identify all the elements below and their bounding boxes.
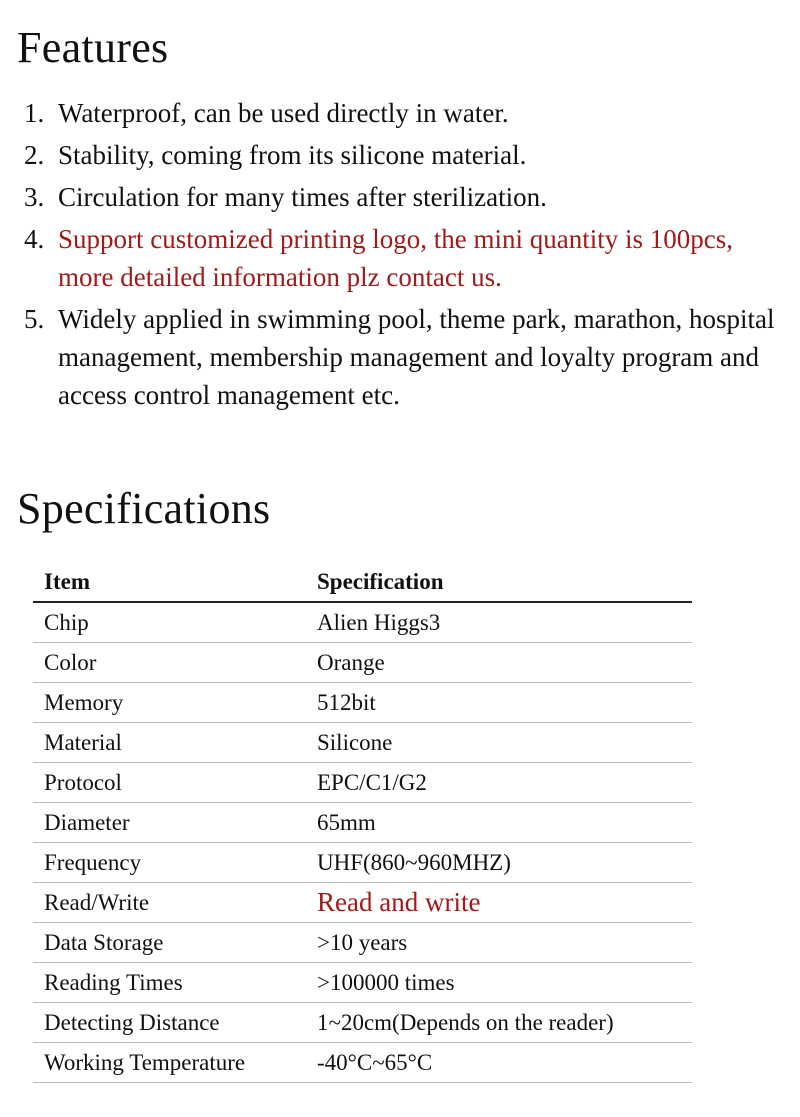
- feature-number: 3.: [24, 182, 45, 212]
- table-header-row: [33, 562, 692, 602]
- feature-item: [24, 136, 784, 174]
- row-spec: 65mm: [306, 803, 692, 843]
- row-spec: -40°C~65°C: [306, 1043, 692, 1083]
- row-spec: 1~20cm(Depends on the reader): [306, 1003, 692, 1043]
- row-spec: UHF(860~960MHZ): [306, 843, 692, 883]
- row-item: Frequency: [33, 843, 306, 883]
- row-item: Chip: [33, 602, 306, 643]
- specifications-heading: Specifications: [17, 484, 271, 533]
- feature-number: 5.: [24, 304, 45, 334]
- row-item: Reading Times: [33, 963, 306, 1003]
- table-row: [33, 1003, 692, 1043]
- row-item: Protocol: [33, 763, 306, 803]
- row-item: Read/Write: [33, 883, 306, 923]
- table-row: [33, 963, 692, 1003]
- feature-number: 2.: [24, 140, 45, 170]
- row-item: Material: [33, 723, 306, 763]
- row-spec: Orange: [306, 643, 692, 683]
- row-item: Diameter: [33, 803, 306, 843]
- table-row: [33, 803, 692, 843]
- table-row: [33, 723, 692, 763]
- row-item: Working Temperature: [33, 1043, 306, 1083]
- feature-number: 1.: [24, 98, 45, 128]
- row-item: Detecting Distance: [33, 1003, 306, 1043]
- table-row: [33, 643, 692, 683]
- table-row: [33, 683, 692, 723]
- feature-item: [24, 178, 784, 216]
- table-row: [33, 843, 692, 883]
- row-spec-highlighted: Read and write: [306, 883, 692, 923]
- column-header-item: Item: [33, 562, 306, 602]
- feature-text: Waterproof, can be used directly in water.: [58, 98, 509, 128]
- table-row: [33, 602, 692, 643]
- row-spec: Silicone: [306, 723, 692, 763]
- feature-text: Circulation for many times after sterilization.: [58, 182, 547, 212]
- feature-text: Stability, coming from its silicone material.: [58, 140, 527, 170]
- table-row: [33, 923, 692, 963]
- feature-number: 4.: [24, 224, 45, 254]
- row-spec: >10 years: [306, 923, 692, 963]
- feature-item: [24, 300, 784, 414]
- table-row: [33, 883, 692, 923]
- row-spec: >100000 times: [306, 963, 692, 1003]
- row-item: Data Storage: [33, 923, 306, 963]
- specifications-table: [33, 562, 692, 1083]
- row-item: Memory: [33, 683, 306, 723]
- row-spec: EPC/C1/G2: [306, 763, 692, 803]
- feature-text: Widely applied in swimming pool, theme park, marathon, hospital management, membership management and loyalty program and access control management etc.: [58, 304, 775, 410]
- column-header-specification: Specification: [306, 562, 692, 602]
- feature-text: Support customized printing logo, the mini quantity is 100pcs, more detailed information plz contact us.: [58, 224, 733, 292]
- feature-item-highlighted: [24, 220, 784, 296]
- table-row: [33, 763, 692, 803]
- features-list: [24, 94, 784, 418]
- row-spec: 512bit: [306, 683, 692, 723]
- table-row: [33, 1043, 692, 1083]
- features-heading: Features: [17, 23, 169, 72]
- row-item: Color: [33, 643, 306, 683]
- row-spec: Alien Higgs3: [306, 602, 692, 643]
- feature-item: [24, 94, 784, 132]
